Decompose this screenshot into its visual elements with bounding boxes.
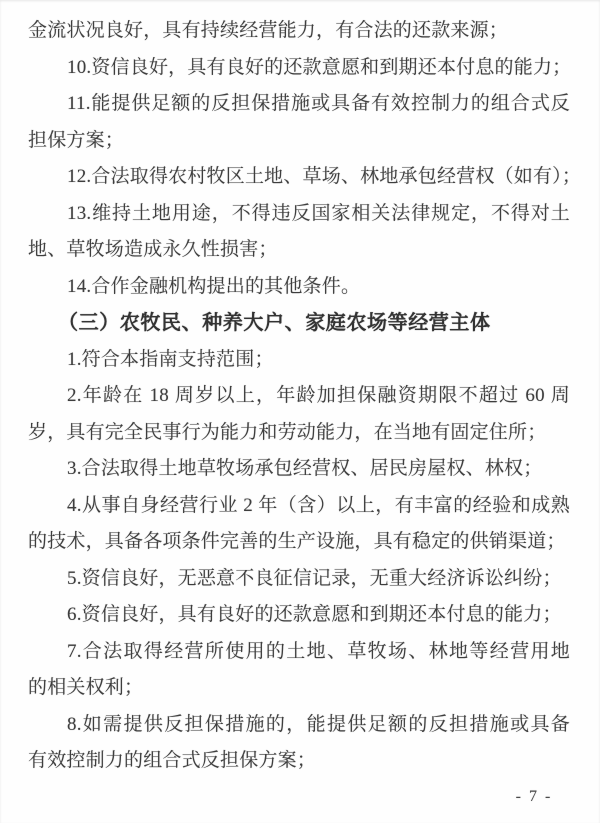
text-line: 11.能提供足额的反担保措施或具备有效控制力的组合式反 <box>67 93 570 114</box>
text-line: 7.合法取得经营所使用的土地、草牧场、林地等经营用地 <box>67 640 570 662</box>
text-line: 6.资信良好，具有良好的还款意愿和到期还本付息的能力； <box>67 604 562 625</box>
text-line: 1.符合本指南支持范围； <box>67 348 274 370</box>
text-line: 金流状况良好，具有持续经营能力，有合法的还款来源； <box>28 20 509 41</box>
text-line: 10.资信良好，具有良好的还款意愿和到期还本付息的能力； <box>67 56 572 78</box>
text-line: 12.合法取得农村牧区土地、草场、林地承包经营权（如有）； <box>67 166 582 187</box>
text-line: 的相关权利； <box>28 677 144 698</box>
page-number: - 7 - <box>515 788 553 805</box>
text-line: 13.维持土地用途，不得违反国家相关法律规定，不得对土 <box>67 202 570 224</box>
document-body <box>28 13 582 780</box>
text-line: 14.合作金融机构提出的其他条件。 <box>67 275 361 297</box>
text-line: 有效控制力的组合式反担保方案； <box>28 750 317 771</box>
section-heading: （三）农牧民、种养大户、家庭农场等经营主体 <box>58 312 491 334</box>
text-line: 4.从事自身经营行业 2 年（含）以上，有丰富的经验和成熟 <box>67 494 570 516</box>
text-line: 担保方案； <box>28 129 125 151</box>
text-line: 8.如需提供反担保措施的，能提供足额的反担措施或具备 <box>67 713 570 735</box>
text-line: 3.合法取得土地草牧场承包经营权、居民房屋权、林权； <box>67 458 543 479</box>
text-line: 地、草牧场造成永久性损害； <box>28 239 278 260</box>
text-line: 2.年龄在 18 周岁以上，年龄加担保融资期限不超过 60 周 <box>67 385 570 406</box>
text-line: 岁，具有完全民事行为能力和劳动能力，在当地有固定住所； <box>28 421 547 443</box>
text-line: 5.资信良好，无恶意不良征信记录，无重大经济诉讼纠纷； <box>67 567 562 589</box>
text-line: 的技术，具备各项条件完善的生产设施，具有稳定的供销渠道； <box>28 531 566 552</box>
